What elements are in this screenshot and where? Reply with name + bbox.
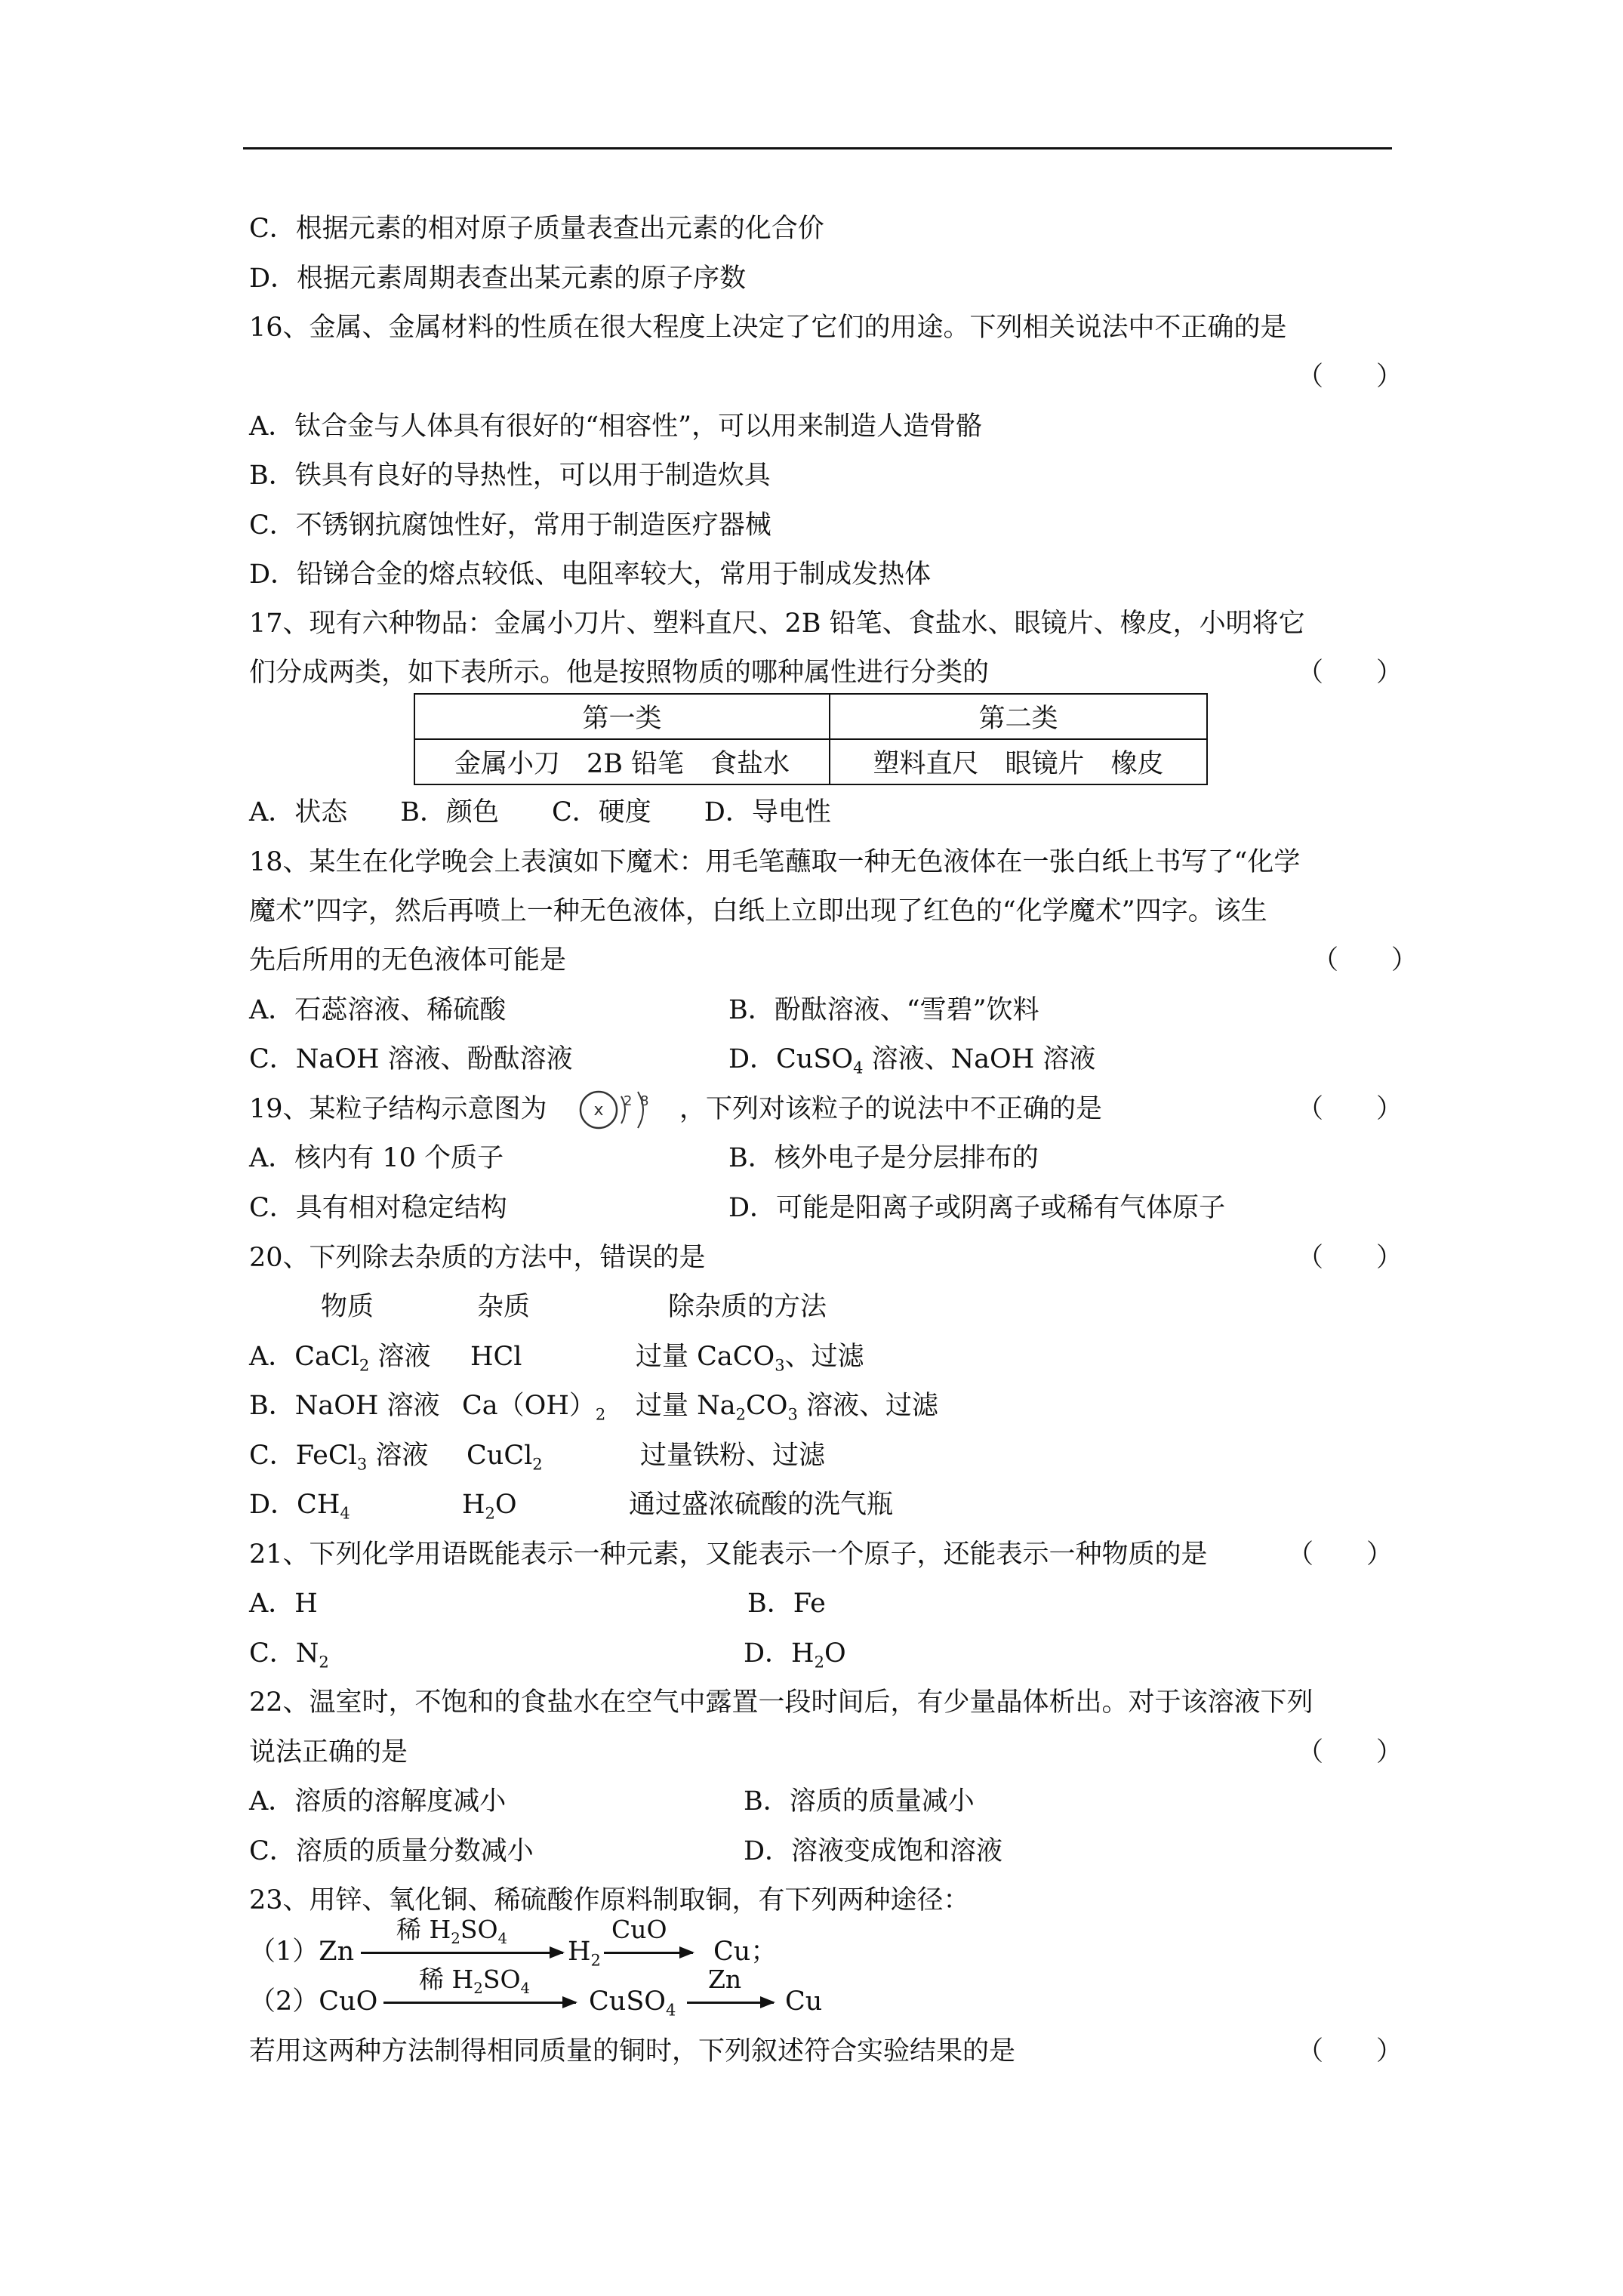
q20-option-d-substance: D．$CH_4$ xyxy=(249,1490,350,1523)
q23-route1-product: Cu； xyxy=(713,1937,778,1967)
q23-answer-paren: （ ） xyxy=(1297,2036,1403,2066)
q18-stem-line1: 18、某生在化学晚会上表演如下魔术：用毛笔蘸取一种无色液体在一张白纸上书写了“化学 xyxy=(249,847,1301,877)
q19-stem-start: 19、某粒子结构示意图为 xyxy=(249,1094,547,1124)
q18-option-d: D．CuSO$_4$ 溶液、NaOH 溶液 xyxy=(728,1044,1096,1077)
q23-route2-intermediate: CuSO$_4$ xyxy=(589,1986,676,2020)
q23-route1-arrow2 xyxy=(604,1952,693,1954)
q23-route2-arrow2 xyxy=(687,2002,774,2004)
q23-route1-intermediate: $H_2$ xyxy=(568,1937,601,1970)
q18-option-a: A．石蕊溶液、稀硫酸 xyxy=(249,995,507,1025)
q17-table-cell-2: 塑料直尺 眼镜片 橡皮 xyxy=(830,739,1207,784)
q19-option-b: B．核外电子是分层排布的 xyxy=(728,1143,1039,1173)
q20-answer-paren: （ ） xyxy=(1297,1243,1403,1273)
q16-answer-paren: （ ） xyxy=(1297,362,1403,392)
q20-header-substance: 物质 xyxy=(321,1292,374,1322)
q16-option-b: B．铁具有良好的导热性，可以用于制造炊具 xyxy=(249,461,771,491)
q22-option-b: B．溶质的质量减小 xyxy=(744,1786,975,1817)
q19-diagram-shell2: 8 xyxy=(640,1093,649,1109)
q20-option-d-method: 通过盛浓硫酸的洗气瓶 xyxy=(629,1490,894,1520)
q20-header-method: 除杂质的方法 xyxy=(668,1292,827,1322)
q16-option-a: A．钛合金与人体具有很好的“相容性”，可以用来制造人造骨骼 xyxy=(249,411,983,442)
q21-option-b: B．Fe xyxy=(747,1589,826,1619)
q19-option-c: C．具有相对稳定结构 xyxy=(249,1193,507,1223)
q18-stem-line2: 魔术”四字，然后再喷上一种无色液体，白纸上立即出现了红色的“化学魔术”四字。该生 xyxy=(249,896,1267,926)
q21-option-d: D．$H_2O$ xyxy=(744,1638,846,1672)
q22-option-d: D．溶液变成饱和溶液 xyxy=(744,1836,1003,1866)
q20-option-b-impurity: $Ca(OH)_2$ xyxy=(462,1391,606,1424)
q17-table-header-2: 第二类 xyxy=(830,694,1207,739)
q20-option-c-substance: C．FeCl$_3$ 溶液 xyxy=(249,1441,429,1474)
q18-answer-paren: （ ） xyxy=(1312,945,1418,975)
q19-option-d: D．可能是阳离子或阴离子或稀有气体原子 xyxy=(728,1193,1226,1223)
q15-option-c: C．根据元素的相对原子质量表查出元素的化合价 xyxy=(249,214,824,244)
q17-table-header-1: 第一类 xyxy=(414,694,830,739)
q19-diagram-shell1: 2 xyxy=(624,1093,633,1109)
q18-stem-line3: 先后所用的无色液体可能是 xyxy=(249,945,567,975)
q20-option-b-substance: B．NaOH 溶液 xyxy=(249,1391,440,1421)
q20-option-a-impurity: HCl xyxy=(470,1342,522,1372)
q20-option-c-impurity: CuCl$_2$ xyxy=(467,1441,543,1474)
q21-answer-paren: （ ） xyxy=(1287,1539,1394,1570)
q22-option-c: C．溶质的质量分数减小 xyxy=(249,1836,534,1866)
q20-header-impurity: 杂质 xyxy=(477,1292,531,1322)
q15-option-d: D．根据元素周期表查出某元素的原子序数 xyxy=(249,264,747,294)
q17-classification-table xyxy=(414,693,1208,785)
q20-option-a-method: 过量 CaCO$_3$、过滤 xyxy=(636,1342,864,1375)
q22-stem-line2: 说法正确的是 xyxy=(249,1737,408,1767)
q18-option-b: B．酚酞溶液、“雪碧”饮料 xyxy=(728,995,1039,1025)
q17-stem-line1: 17、现有六种物品：金属小刀片、塑料直尺、2B 铅笔、食盐水、眼镜片、橡皮，小明将它 xyxy=(249,609,1305,639)
q19-answer-paren: （ ） xyxy=(1297,1094,1403,1124)
q23-route1-start: （1）Zn xyxy=(249,1937,355,1967)
q17-table-cell-1: 金属小刀 2B 铅笔 食盐水 xyxy=(414,739,830,784)
q19-diagram-nucleus: x xyxy=(593,1101,604,1120)
q19-atom-structure-diagram xyxy=(576,1087,678,1133)
q23-stem: 23、用锌、氧化铜、稀硫酸作原料制取铜，有下列两种途径： xyxy=(249,1885,970,1915)
q16-option-c: C．不锈钢抗腐蚀性好，常用于制造医疗器械 xyxy=(249,510,771,541)
q23-route1-arrow1-label: 稀 $H_2SO_4$ xyxy=(396,1915,508,1947)
q20-option-a-substance: A．CaCl$_2$ 溶液 xyxy=(249,1342,431,1375)
q23-route2-arrow1 xyxy=(383,2002,576,2004)
q17-options: A．状态 B．颜色 C．硬度 D．导电性 xyxy=(249,797,831,827)
q21-option-c: C．$N_2$ xyxy=(249,1638,329,1672)
q23-stem-line2: 若用这两种方法制得相同质量的铜时，下列叙述符合实验结果的是 xyxy=(249,2036,1016,2066)
q18-option-c: C．NaOH 溶液、酚酞溶液 xyxy=(249,1044,573,1074)
q21-stem: 21、下列化学用语既能表示一种元素，又能表示一个原子，还能表示一种物质的是 xyxy=(249,1539,1208,1570)
q16-stem: 16、金属、金属材料的性质在很大程度上决定了它们的用途。下列相关说法中不正确的是 xyxy=(249,313,1287,343)
q22-option-a: A．溶质的溶解度减小 xyxy=(249,1786,507,1817)
q21-option-a: A．H xyxy=(249,1589,318,1619)
q22-stem-line1: 22、温室时，不饱和的食盐水在空气中露置一段时间后，有少量晶体析出。对于该溶液下列 xyxy=(249,1687,1313,1718)
q19-option-a: A．核内有 10 个质子 xyxy=(249,1143,504,1173)
q20-option-c-method: 过量铁粉、过滤 xyxy=(640,1441,826,1471)
q23-route2-start: （2）CuO xyxy=(249,1986,378,2017)
q17-stem-line2: 们分成两类，如下表所示。他是按照物质的哪种属性进行分类的 xyxy=(249,658,990,688)
q17-answer-paren: （ ） xyxy=(1297,658,1403,688)
header-rule xyxy=(243,147,1392,149)
q23-route2-product: Cu xyxy=(785,1986,823,2017)
q23-route1-arrow1 xyxy=(361,1952,563,1954)
q20-stem: 20、下列除去杂质的方法中，错误的是 xyxy=(249,1243,706,1273)
q20-option-b-method: 过量 $Na_2CO_3$ 溶液、过滤 xyxy=(636,1391,938,1424)
q23-route1-arrow2-label: CuO xyxy=(611,1915,667,1944)
q23-route2-arrow1-label: 稀 $H_2SO_4$ xyxy=(419,1965,531,1997)
q16-option-d: D．铅锑合金的熔点较低、电阻率较大，常用于制成发热体 xyxy=(249,559,932,590)
q23-route2-arrow2-label: Zn xyxy=(708,1965,742,1994)
q20-option-d-impurity: $H_2O$ xyxy=(462,1490,517,1523)
q19-stem-end: ，下列对该粒子的说法中不正确的是 xyxy=(679,1094,1103,1124)
q22-answer-paren: （ ） xyxy=(1297,1737,1403,1767)
